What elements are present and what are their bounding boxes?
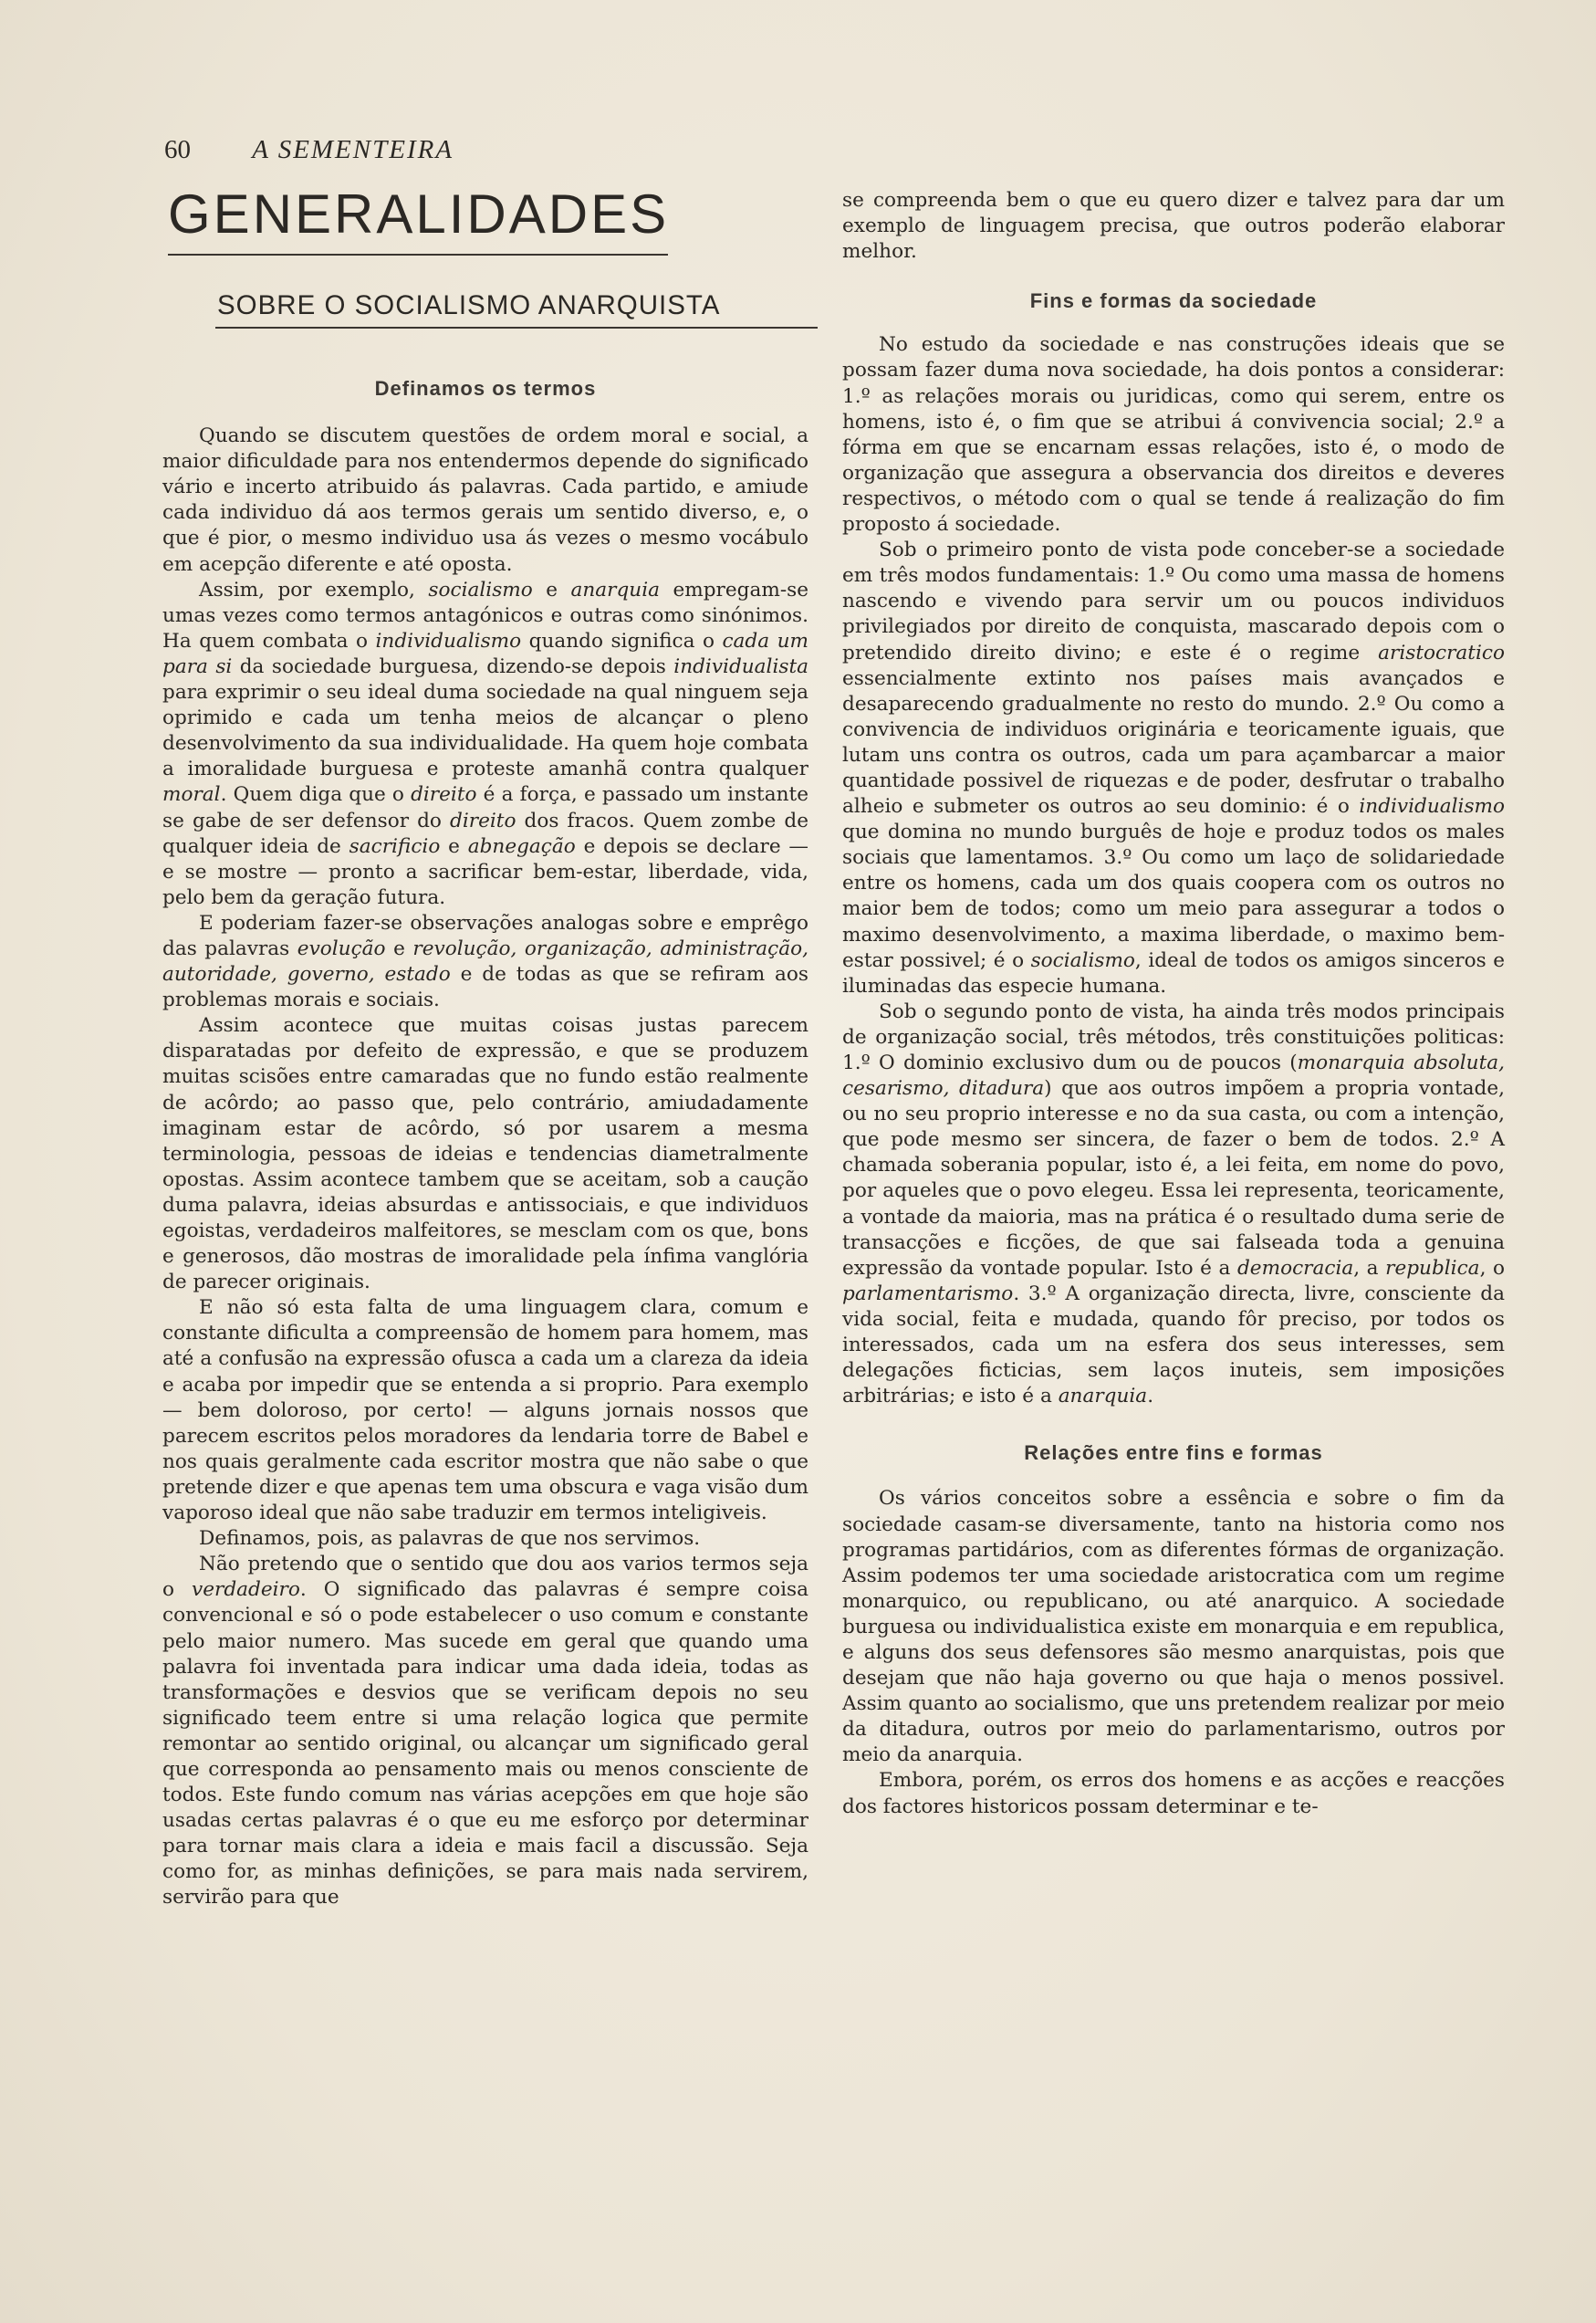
paragraph: Definamos, pois, as palavras de que nos servimos. xyxy=(199,1527,701,1551)
paragraph: Sob o segundo ponto de vista, ha ainda três modos principais de organização social, três métodos, três constituições politicas: 1.º O dominio exclusivo dum ou de poucos (monarquia absoluta, cesarismo, ditadura) que aos outros impõem a propria vontade, ou no seu proprio interesse e no da sua casta, ou com a intenção, que pode mesmo ser sincera, de fazer o bem de todos. 2.º A chamada soberania popular, isto é, a lei feita, em nome do povo, por aqueles que o povo elegeu. Essa lei representa, teoricamente, a vontade da maioria, mas na prática é o resultado duma serie de transacções e ficções, de que sai falseada toda a genuina expressão da vontade popular. Isto é a democracia, a republica, o parlamentarismo. 3.º A organização directa, livre, consciente da vida social, feita e mudada, quando fôr preciso, por todos os interessados, cada um na esfera dos seus interesses, sem delegações ficticias, sem laços inuteis, sem imposições arbitrárias; e isto é a anarquia. xyxy=(842,999,1506,1408)
left-column xyxy=(162,183,808,1911)
paragraph: Sob o primeiro ponto de vista pode conceber-se a sociedade em três modos fundamentais: 1.º Ou como uma massa de homens nascendo e vivendo para servir um ou poucos individuos privilegiados por direito de conquista, mascarado depois com o pretendido direito divino; e este é o regime aristocratico essencialmente extinto nos países mais avançados e desaparecendo gradualmente no resto do mundo. 2.º Ou como a convivencia de individuos originária e teoricamente iguais, que lutam uns contra os outros, cada um para açambarcar a maior quantidade possivel de riquezas e de poder, desfrutar o trabalho alheio e submeter os outros ao seu dominio: é o individualismo que domina no mundo burguês de hoje e produz todos os males sociais que lamentamos. 3.º Ou como um laço de solidariedade entre os homens, cada um dos quais coopera com os outros no maior bem de todos; como um meio para assegurar a todos o maximo desenvolvimento, a maxima liberdade, o maximo bem-estar possivel; é o socialismo, ideal de todos os amigos sinceros e iluminadas das especie humana. xyxy=(842,539,1505,998)
paragraph: Quando se discutem questões de ordem moral e social, a maior dificuldade para nos entendermos depende do significado vário e incerto atribuido ás palavras. Cada partido, e amiude cada individuo dá aos termos gerais um sentido diverso, e, o que é pior, o mesmo individuo usa ás vezes o mesmo vocábulo em acepção diferente e até oposta. xyxy=(162,424,808,576)
paragraph: No estudo da sociedade e nas construções ideais que se possam fazer duma nova sociedade, ha dois pontos a considerar: 1.º as relações morais ou juridicas, como qui serem, entre os homens, isto é, o fim que se atribui á convivencia social; 2.º a fórma em que se encarnam essas relações, isto é, o modo de organização que assegura a observancia dos direitos e deveres respectivos, o método com o qual se tende á realização do fim proposto á sociedade. xyxy=(842,333,1505,537)
section-heading-fins-e-formas: Fins e formas da sociedade xyxy=(1029,289,1318,313)
article-subtitle: SOBRE O SOCIALISMO ANARQUISTA xyxy=(217,290,721,320)
paragraph: Assim, por exemplo, socialismo e anarquia empregam-se umas vezes como termos antagónicos e outras como sinónimos. Ha quem combata o individualismo quando significa o cada um para si da sociedade burguesa, dizendo-se depois individualista para exprimir o seu ideal duma sociedade na qual ninguem seja oprimido e cada um tenha meios de alcançar o pleno desenvolvimento da sua individualidade. Ha quem hoje combata a imoralidade burguesa e proteste amanhã contra qualquer moral. Quem diga que o direito é a força, e passado um instante se gabe de ser defensor do direito dos fracos. Quem zombe de qualquer ideia de sacrificio e abnegação e depois se declare — e se mostre — pronto a sacrificar bem-estar, liberdade, vida, pelo bem da geração futura. xyxy=(162,578,809,909)
article-title: GENERALIDADES xyxy=(168,183,670,245)
page-header xyxy=(164,135,454,165)
paragraph: Não pretendo que o sentido que dou aos varios termos seja o verdadeiro. O significado das palavras é sempre coisa convencional e só o pode estabelecer o uso comum e constante pelo maior numero. Mas sucede em geral que quando uma palavra foi inventada para indicar uma dada ideia, todas as transformações e desvios que se verificam depois no seu significado teem entre si uma relação logica que permite remontar ao sentido original, ou alcançar um significado geral que corresponda ao pensamento mais ou menos consciente de todos. Este fundo comum nas várias acepções em que hoje são usadas certas palavras é o que eu me esforço por determinar para tornar mais clara a ideia e mais facil a discussão. Seja como for, as minhas definições, se para mais nada servirem, servirão para que xyxy=(162,1553,808,1910)
page-number: 60 xyxy=(164,135,191,164)
paragraph: Assim acontece que muitas coisas justas parecem disparatadas por defeito de expressão, e que se produzem muitas scisões entre camaradas que no fundo estão realmente de acôrdo; ao passo que, pelo contrário, amiudadamente imaginam estar de acôrdo, só por usarem a mesma terminologia, pessoas de ideias e tendencias diametralmente opostas. Assim acontece tambem que se aceitam, sob a caução duma palavra, ideias absurdas e antissociais, e que individuos egoistas, verdadeiros malfeitores, se mesclam com os que, bons e generosos, dão mostras de imoralidade pela ínfima vanglória de parecer originais. xyxy=(162,1014,808,1294)
publication-title: A SEMENTEIRA xyxy=(252,135,454,164)
right-column xyxy=(842,188,1505,1820)
title-underline xyxy=(168,254,668,256)
paragraph: Os vários conceitos sobre a essência e sobre o fim da sociedade casam-se diversamente, tanto na historia como nos programas partidários, com as diferentes fórmas de organização. Assim podemos ter uma sociedade aristocratica com um regime monarquico, ou republicano, ou até anarquico. A sociedade burguesa ou individualistica existe em monarquia e em republica, e alguns dos seus defensores são mesmo anarquistas, pois que desejam que não haja governo ou que haja o menos possivel. Assim quanto ao socialismo, que uns pretendem realizar por meio da ditadura, outros por meio do parlamentarismo, outros por meio da anarquia. xyxy=(842,1487,1505,1767)
paragraph: E poderiam fazer-se observações analogas sobre e emprêgo das palavras evolução e revolução, organização, administração, autoridade, governo, estado e de todas as que se refiram aos problemas morais e sociais. xyxy=(162,911,809,1012)
subtitle-underline xyxy=(215,327,818,329)
section-heading-definamos: Definamos os termos xyxy=(374,377,597,400)
paragraph: Embora, porém, os erros dos homens e as acções e reacções dos factores historicos possam determinar e te- xyxy=(842,1769,1505,1818)
paragraph-continued: se compreenda bem o que eu quero dizer e talvez para dar um exemplo de linguagem precisa, que outros poderão elaborar melhor. xyxy=(842,189,1505,264)
section-heading-relacoes: Relações entre fins e formas xyxy=(1024,1441,1323,1465)
paragraph: E não só esta falta de uma linguagem clara, comum e constante dificulta a compreensão de homem para homem, mas até a confusão na expressão ofusca a cada um a clareza da ideia e acaba por impedir que se entenda a si proprio. Para exemplo — bem doloroso, por certo! — alguns jornais nossos que parecem escritos pelos moradores da lendaria torre de Babel e nos quais geralmente cada escritor mostra que não sabe o que pretende dizer e que apenas tem uma obscura e vaga visão dum vaporoso ideal que não sabe traduzir em termos inteligiveis. xyxy=(162,1296,808,1525)
